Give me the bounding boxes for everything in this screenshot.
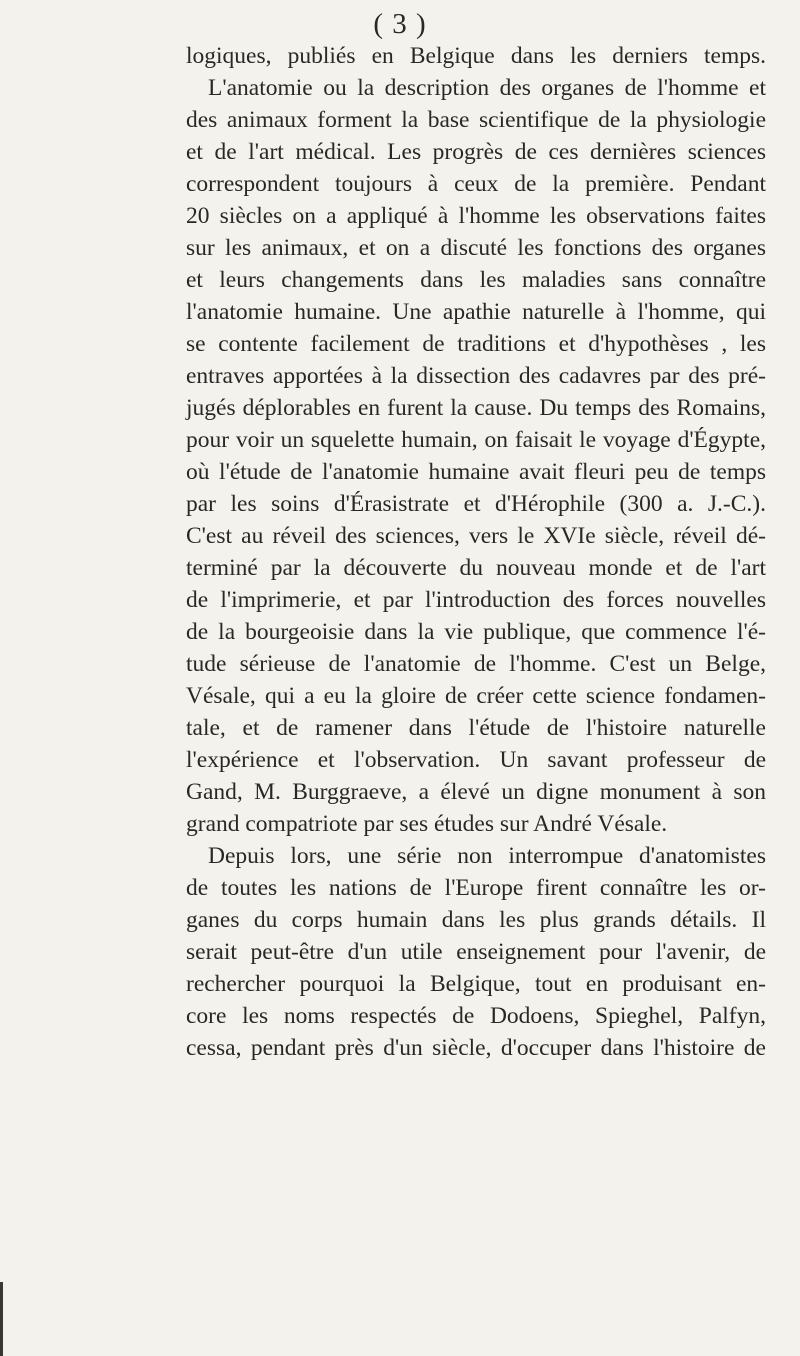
text-line: Vésale, qui a eu la gloire de créer cette science fondamen-: [186, 683, 766, 709]
text-line: jugés déplorables en furent la cause. Du temps des Romains,: [186, 395, 766, 421]
text-line: Gand, M. Burggraeve, a élevé un digne monument à son: [186, 779, 766, 805]
text-line: C'est au réveil des sciences, vers le XVIe siècle, réveil dé-: [186, 523, 766, 549]
text-line: et de l'art médical. Les progrès de ces dernières sciences: [186, 139, 766, 165]
paragraph-1: [186, 40, 766, 840]
body-text: [186, 40, 766, 1064]
text-line: rechercher pourquoi la Belgique, tout en produisant en-: [186, 971, 766, 997]
text-line: se contente facilement de traditions et d'hypothèses , les: [186, 331, 766, 357]
text-line: de toutes les nations de l'Europe firent connaître les or-: [186, 875, 766, 901]
text-line: des animaux forment la base scientifique de la physiologie: [186, 107, 766, 133]
text-line: L'anatomie ou la description des organes de l'homme et: [208, 75, 766, 101]
page-edge-mark: [0, 1282, 3, 1356]
text-line: de l'imprimerie, et par l'introduction des forces nouvelles: [186, 587, 766, 613]
text-line: et leurs changements dans les maladies sans connaître: [186, 267, 766, 293]
text-line: 20 siècles on a appliqué à l'homme les observations faites: [186, 203, 766, 229]
text-line: sur les animaux, et on a discuté les fonctions des organes: [186, 235, 766, 261]
text-line: core les noms respectés de Dodoens, Spieghel, Palfyn,: [186, 1003, 766, 1029]
text-line: cessa, pendant près d'un siècle, d'occuper dans l'histoire de: [186, 1035, 766, 1061]
text-line: pour voir un squelette humain, on faisait le voyage d'Égypte,: [186, 427, 766, 453]
text-line: tude sérieuse de l'anatomie de l'homme. C'est un Belge,: [186, 651, 766, 677]
text-line: de la bourgeoisie dans la vie publique, que commence l'é-: [186, 619, 766, 645]
text-line: entraves apportées à la dissection des cadavres par des pré-: [186, 363, 766, 389]
page-number: ( 3 ): [373, 8, 427, 40]
text-line: correspondent toujours à ceux de la première. Pendant: [186, 171, 766, 197]
text-line: serait peut-être d'un utile enseignement pour l'avenir, de: [186, 939, 766, 965]
text-line: tale, et de ramener dans l'étude de l'histoire naturelle: [186, 715, 766, 741]
text-line: où l'étude de l'anatomie humaine avait fleuri peu de temps: [186, 459, 766, 485]
paragraph-2: [186, 840, 766, 1064]
text-line: logiques, publiés en Belgique dans les derniers temps.: [186, 43, 766, 69]
text-line: l'expérience et l'observation. Un savant professeur de: [186, 747, 766, 773]
text-line: par les soins d'Érasistrate et d'Hérophile (300 a. J.-C.).: [186, 491, 766, 517]
text-line: terminé par la découverte du nouveau monde et de l'art: [186, 555, 766, 581]
text-line: Depuis lors, une série non interrompue d'anatomistes: [208, 843, 766, 869]
text-line: l'anatomie humaine. Une apathie naturelle à l'homme, qui: [186, 299, 766, 325]
text-line: ganes du corps humain dans les plus grands détails. Il: [186, 907, 766, 933]
text-line: grand compatriote par ses études sur André Vésale.: [186, 811, 668, 837]
